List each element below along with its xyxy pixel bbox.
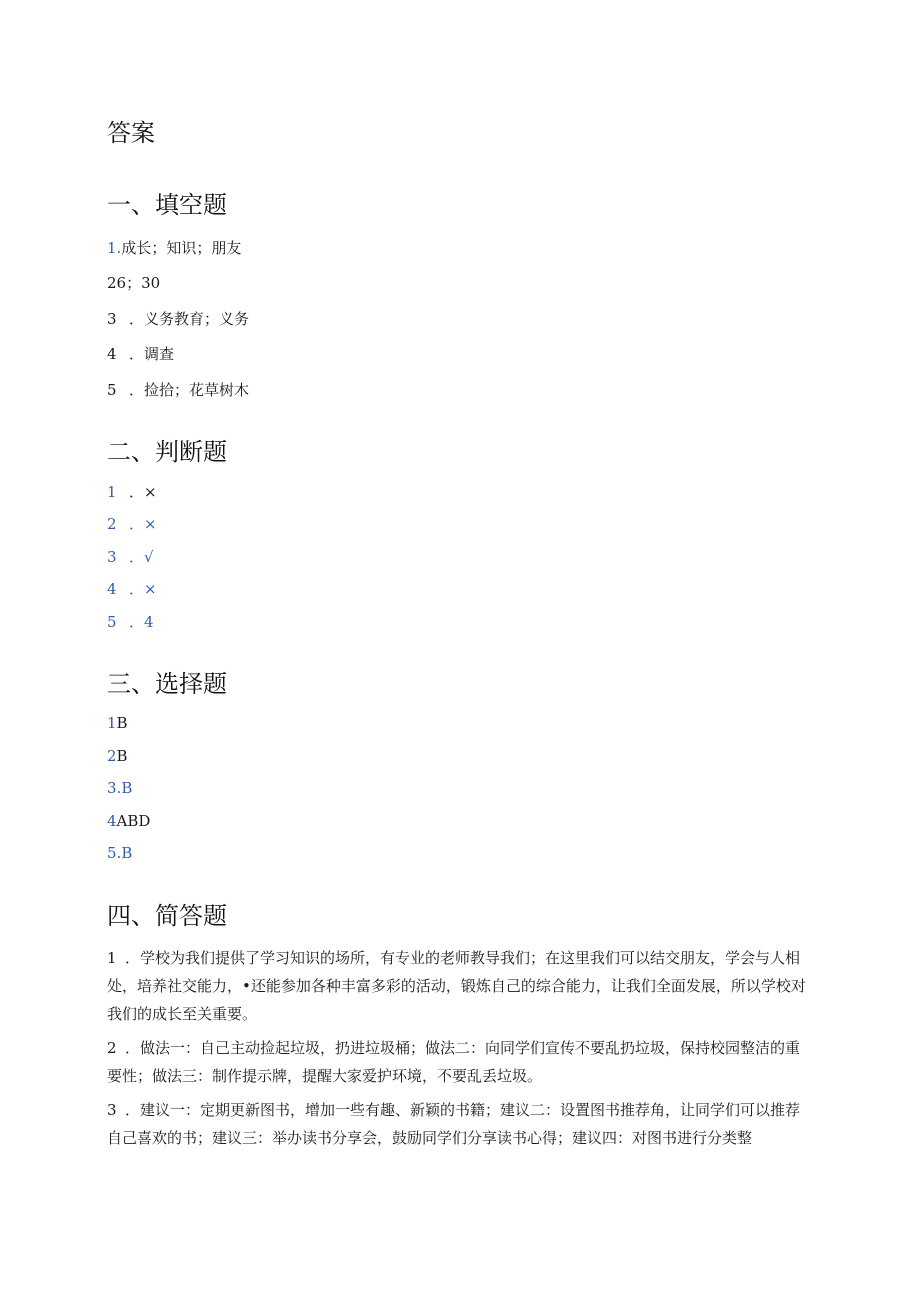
list-item	[107, 380, 249, 400]
item-text: B	[121, 844, 133, 862]
list-item	[107, 713, 128, 733]
section-heading-fill-blank: 一、填空题	[107, 191, 227, 219]
answer-paragraph	[107, 1096, 812, 1152]
item-text: ．×	[129, 580, 157, 598]
item-text: B	[121, 779, 133, 797]
item-number: 5	[107, 381, 117, 399]
list-item	[107, 811, 150, 831]
item-text: ．建议一：定期更新图书，增加一些有趣、新颖的书籍；建议二：设置图书推荐角，让同学们可以推荐自己喜欢的书；建议三：举办读书分享会，鼓励同学们分享读书心得；建议四：对图书进行分类整	[107, 1101, 801, 1147]
answer-paragraph	[107, 944, 812, 1028]
list-item	[107, 579, 157, 599]
list-item	[107, 746, 128, 766]
item-number: 5	[107, 613, 117, 631]
item-text: ．×	[129, 483, 157, 501]
list-item	[107, 843, 132, 863]
section-heading-multiple-choice: 三、选择题	[107, 670, 227, 698]
item-text: ．捡拾；花草树木	[129, 381, 250, 399]
item-text: ．做法一：自己主动捡起垃圾，扔进垃圾桶；做法二：向同学们宣传不要乱扔垃圾，保持校园整洁的重要性；做法三：制作提示牌，提醒大家爱护环境，不要乱丢垃圾。	[107, 1039, 801, 1085]
item-text: B	[116, 747, 128, 765]
list-item	[107, 309, 249, 329]
list-item	[107, 273, 160, 293]
answer-paragraph	[107, 1034, 812, 1090]
item-number: 2	[107, 747, 117, 765]
item-number: 3	[107, 310, 117, 328]
section-heading-true-false: 二、判断题	[107, 438, 227, 466]
list-item	[107, 514, 157, 534]
item-number: 1	[107, 949, 117, 967]
item-number: 4	[107, 812, 117, 830]
item-number: 3	[107, 548, 117, 566]
item-text: ．×	[129, 515, 157, 533]
item-text: ．4	[129, 613, 154, 631]
item-number: 3	[107, 1101, 117, 1119]
list-item	[107, 482, 157, 502]
item-number: 2	[107, 515, 117, 533]
section-heading-short-answer: 四、简答题	[107, 902, 227, 930]
item-text: ABD	[116, 812, 151, 830]
item-text: ．调查	[129, 345, 175, 363]
item-number: 1	[107, 483, 117, 501]
list-item	[107, 612, 154, 632]
item-text: ．义务教育；义务	[129, 310, 250, 328]
item-text: ．√	[129, 548, 154, 566]
item-number: 4	[107, 345, 117, 363]
list-item	[107, 547, 154, 567]
item-text: ．学校为我们提供了学习知识的场所，有专业的老师教导我们；在这里我们可以结交朋友，学会与人相处，培养社交能力，•还能参加各种丰富多彩的活动，锻炼自己的综合能力，让我们全面发展，所以学校对我们的成长至关重要。	[107, 949, 806, 1023]
item-number: 4	[107, 580, 117, 598]
list-item	[107, 238, 241, 258]
item-number: 26	[107, 274, 127, 292]
item-number: 1.	[107, 239, 122, 257]
item-number: 1	[107, 714, 117, 732]
item-number: 5.	[107, 844, 122, 862]
list-item	[107, 778, 132, 798]
item-number: 2	[107, 1039, 117, 1057]
list-item	[107, 344, 174, 364]
item-text: 成长；知识；朋友	[121, 239, 242, 257]
item-text: ；30	[126, 274, 161, 292]
item-text: B	[116, 714, 128, 732]
item-number: 3.	[107, 779, 122, 797]
page-title: 答案	[107, 119, 155, 147]
